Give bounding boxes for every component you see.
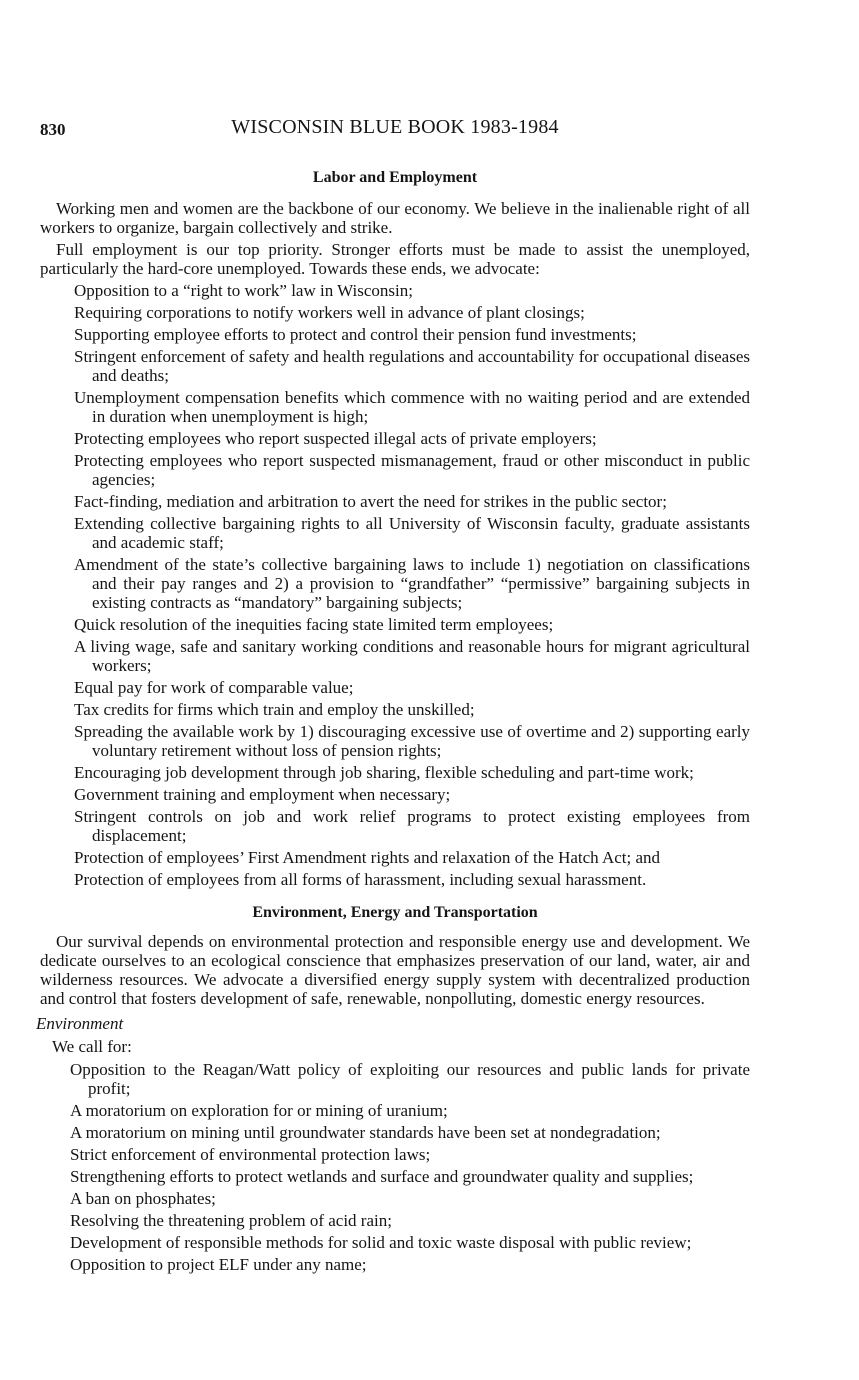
list-item: Fact-finding, mediation and arbitration to avert the need for strikes in the public sector; (74, 492, 667, 511)
list-item: Protection of employees’ First Amendment rights and relaxation of the Hatch Act; and (74, 848, 661, 867)
page-number: 830 (40, 120, 66, 139)
section-heading-environment: Environment, Energy and Transportation (252, 904, 538, 921)
list-item: Strengthening efforts to protect wetlands and surface and groundwater quality and supplies; (70, 1167, 694, 1186)
section-heading-labor: Labor and Employment (312, 169, 478, 186)
list-item: Protection of employees from all forms of harassment, including sexual harassment. (74, 870, 647, 889)
list-item: Strict enforcement of environmental protection laws; (70, 1145, 431, 1164)
labor-paragraph: Working men and women are the backbone of our economy. We believe in the inalienable right of all workers to organize, bargain collectively and strike. (40, 199, 750, 237)
list-item: Unemployment compensation benefits which commence with no waiting period and are extended in duration when unemployment is high; (74, 388, 750, 426)
list-item: Encouraging job development through job sharing, flexible scheduling and part-time work; (74, 763, 694, 782)
list-item: Protecting employees who report suspected mismanagement, fraud or other misconduct in public agencies; (74, 451, 750, 489)
list-item: A ban on phosphates; (70, 1189, 216, 1208)
list-item: Development of responsible methods for solid and toxic waste disposal with public review; (70, 1233, 692, 1252)
environment-paragraph: Our survival depends on environmental protection and responsible energy use and development. We dedicate ourselves to an ecological conscience that emphasizes preservation of our land, water, air and wilderness resources. We advocate a diversified energy supply system with decentralized production and control that fosters development of safe, renewable, nonpolluting, domestic energy resources. (40, 932, 750, 1008)
page-body (36, 168, 750, 1277)
list-item: A moratorium on exploration for or mining of uranium; (70, 1101, 448, 1120)
list-item: Supporting employee efforts to protect and control their pension fund investments; (74, 325, 637, 344)
list-item: Opposition to a “right to work” law in Wisconsin; (74, 281, 413, 300)
list-item: Amendment of the state’s collective bargaining laws to include 1) negotiation on classifications and their pay ranges and 2) a provision to “grandfather” “permissive” bargaining subjects in existing contracts as “mandatory” bargaining subjects; (74, 555, 750, 612)
list-item: Opposition to project ELF under any name; (70, 1255, 367, 1274)
labor-advocacy-list (40, 281, 750, 889)
environment-list (40, 1060, 750, 1274)
list-item: Government training and employment when necessary; (74, 785, 451, 804)
list-item: Extending collective bargaining rights to all University of Wisconsin faculty, graduate assistants and academic staff; (74, 514, 750, 552)
running-title: WISCONSIN BLUE BOOK 1983-1984 (231, 116, 559, 138)
list-item: Resolving the threatening problem of acid rain; (70, 1211, 392, 1230)
list-item: A moratorium on mining until groundwater standards have been set at nondegradation; (70, 1123, 661, 1142)
list-item: Protecting employees who report suspected illegal acts of private employers; (74, 429, 597, 448)
list-item: Opposition to the Reagan/Watt policy of exploiting our resources and public lands for private profit; (70, 1060, 750, 1098)
list-item: Equal pay for work of comparable value; (74, 678, 354, 697)
list-item: Tax credits for firms which train and employ the unskilled; (74, 700, 475, 719)
subheading-environment: Environment (36, 1014, 124, 1033)
list-item: Quick resolution of the inequities facing state limited term employees; (74, 615, 554, 634)
list-item: Requiring corporations to notify workers well in advance of plant closings; (74, 303, 585, 322)
labor-paragraph: Full employment is our top priority. Stronger efforts must be made to assist the unemployed, particularly the hard-core unemployed. Towards these ends, we advocate: (40, 240, 750, 278)
list-item: Stringent controls on job and work relief programs to protect existing employees from displacement; (74, 807, 750, 845)
call-intro: We call for: (52, 1037, 132, 1056)
list-item: A living wage, safe and sanitary working conditions and reasonable hours for migrant agricultural workers; (74, 637, 750, 675)
list-item: Stringent enforcement of safety and health regulations and accountability for occupational diseases and deaths; (74, 347, 750, 385)
page-header (40, 118, 750, 146)
list-item: Spreading the available work by 1) discouraging excessive use of overtime and 2) supporting early voluntary retirement without loss of pension rights; (74, 722, 750, 760)
